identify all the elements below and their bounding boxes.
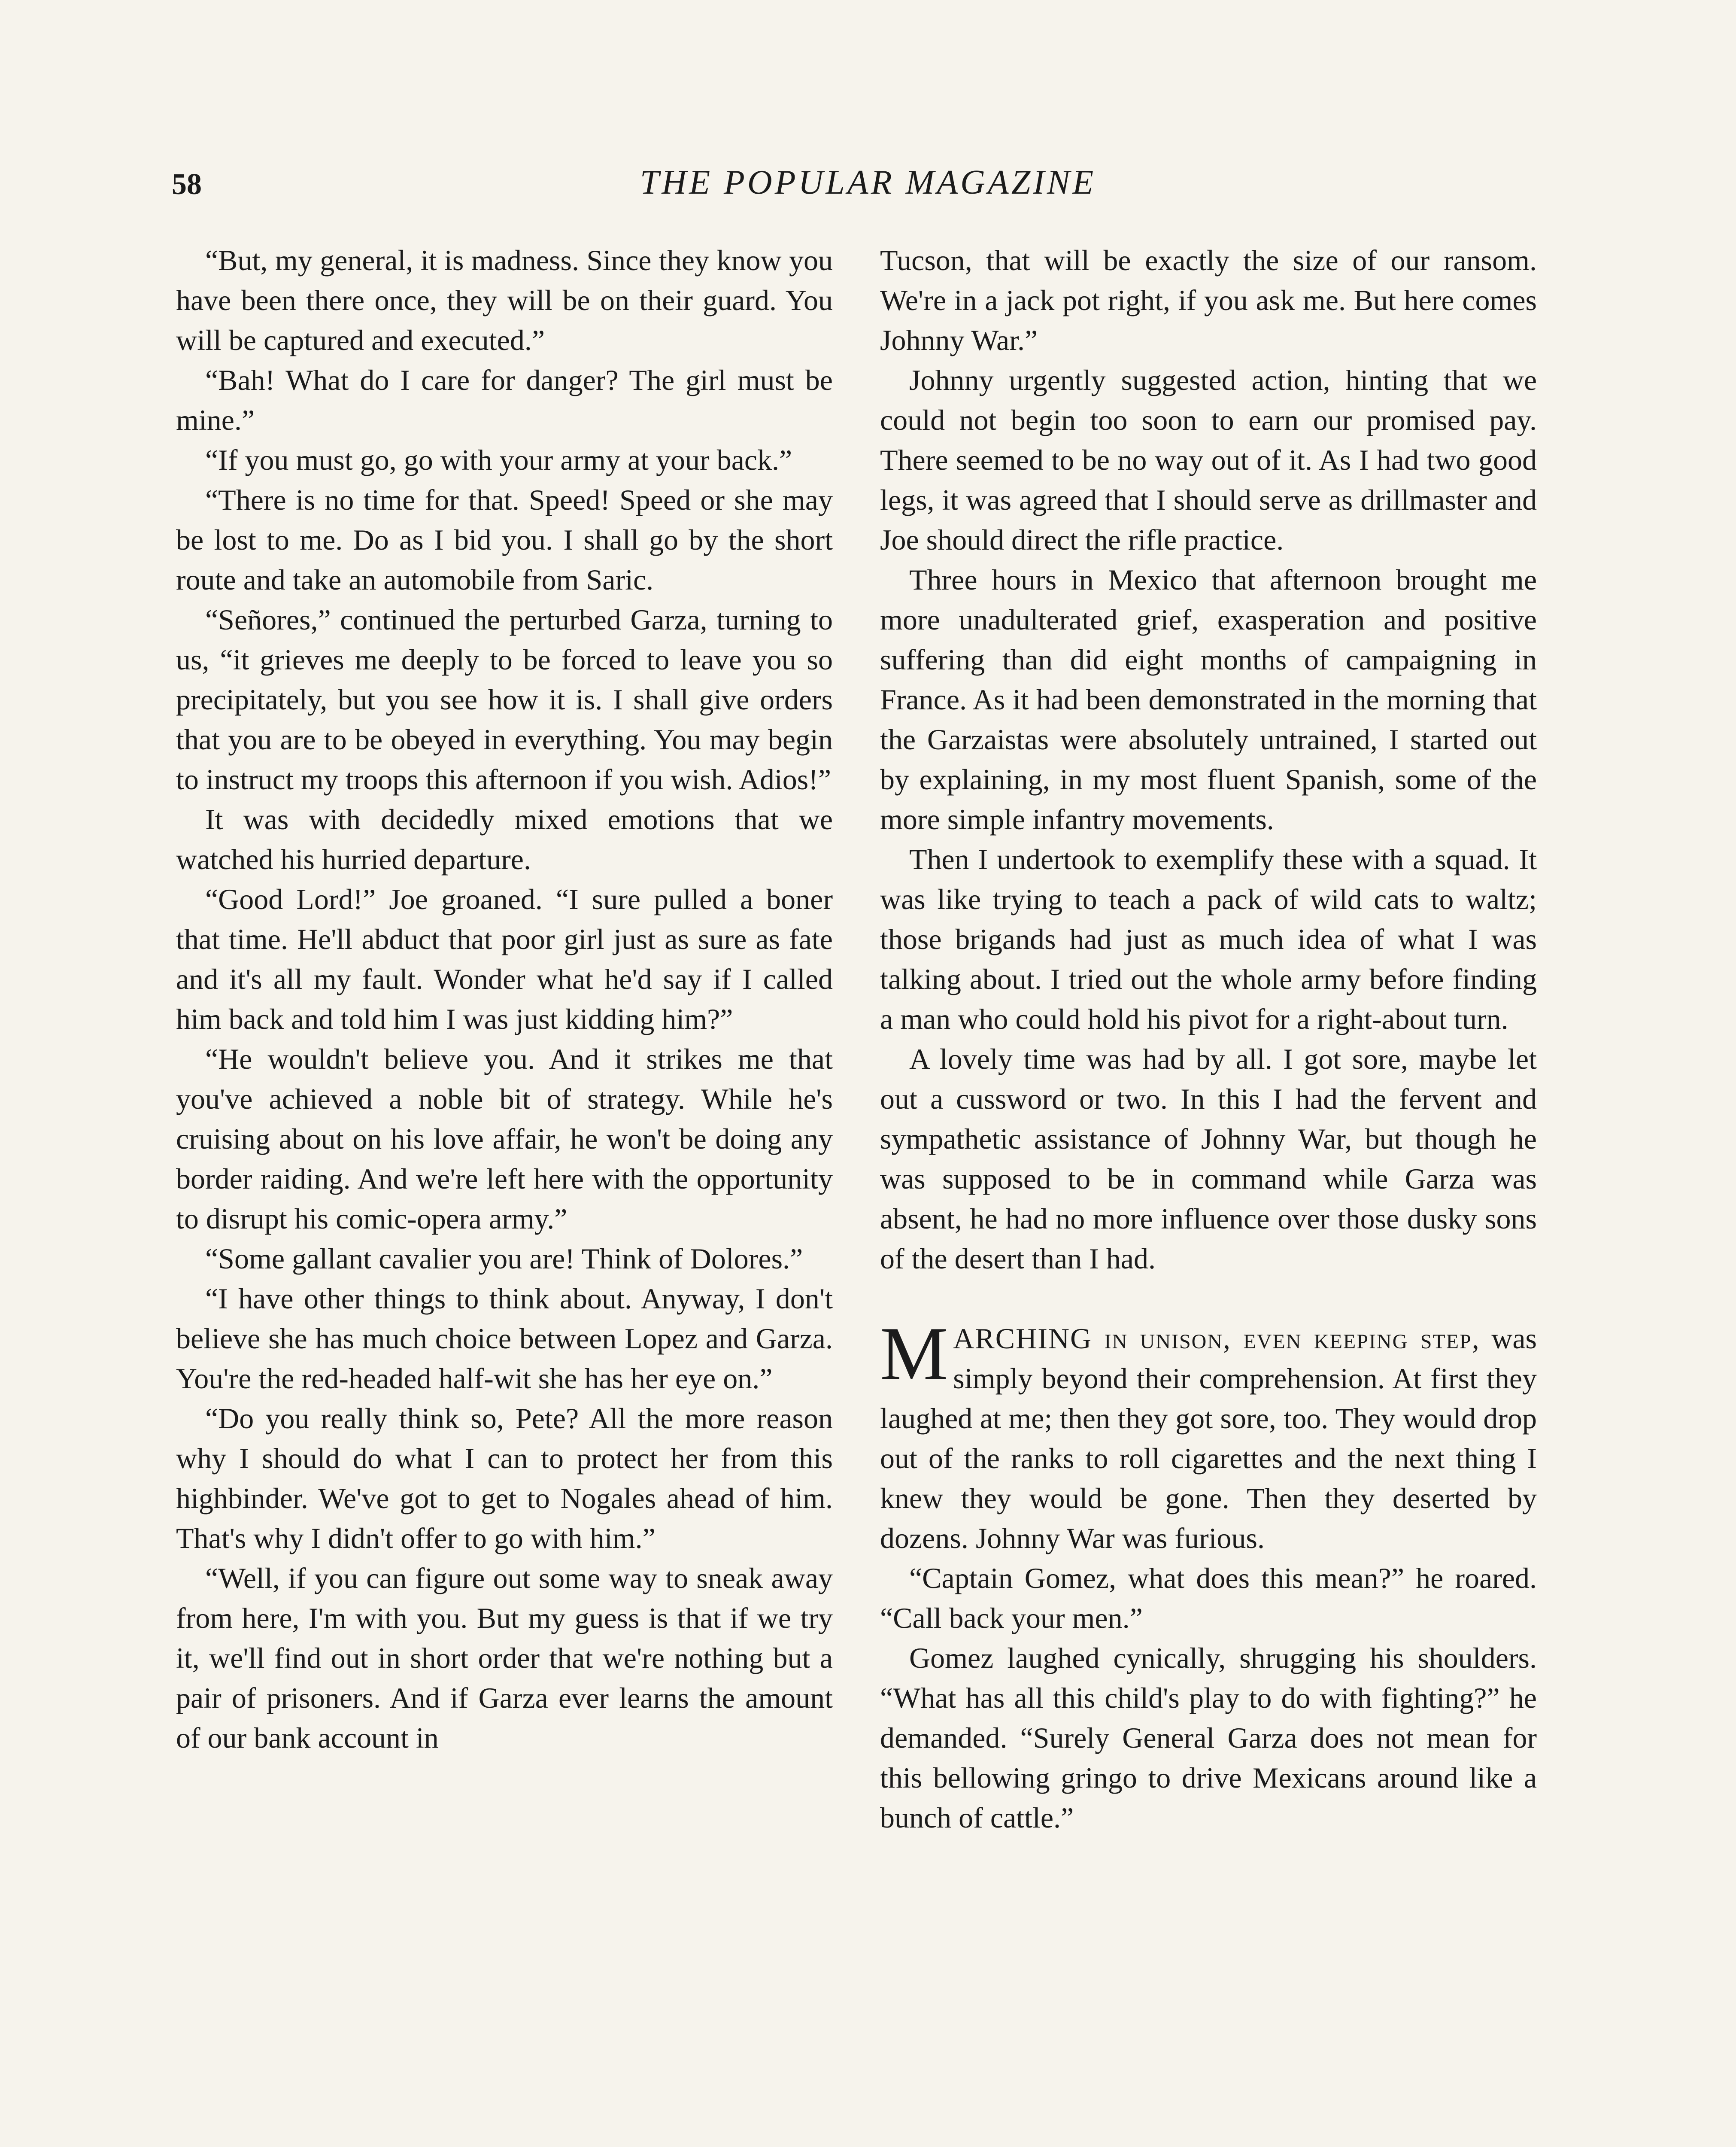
- paragraph: “Some gallant cavalier you are! Think of Dolores.”: [205, 1242, 803, 1275]
- paragraph: It was with decidedly mixed emotions that we watched his hurried departure.: [176, 803, 833, 876]
- running-head: THE POPULAR MAGAZINE: [640, 164, 1096, 201]
- paragraph: Johnny urgently suggested action, hinting that we could not begin too soon to earn our promised pay. There seemed to be no way out of it. As I had two good legs, it was agreed that I should serve as drillmaster and Joe should direct the rifle practice.: [880, 364, 1537, 556]
- left-column: [176, 240, 833, 1758]
- paragraph: “Good Lord!” Joe groaned. “I sure pulled a boner that time. He'll abduct that poor girl just as sure as fate and it's all my fault. Wonder what he'd say if I called him back and told him I was just kidding him?”: [176, 883, 833, 1035]
- section-lead-in: ARCHING in unison, even keeping step,: [953, 1322, 1480, 1355]
- paragraph: “There is no time for that. Speed! Speed or she may be lost to me. Do as I bid you. I shall go by the short route and take an automobile from Saric.: [176, 484, 833, 596]
- paragraph: “Bah! What do I care for danger? The girl must be mine.”: [176, 364, 833, 436]
- paragraph: A lovely time was had by all. I got sore, maybe let out a cussword or two. In this I had the fervent and sympathetic assistance of Johnny War, but though he was supposed to be in command while Garza was absent, he had no more influence over those dusky sons of the desert than I had.: [880, 1043, 1537, 1275]
- drop-cap: M: [880, 1311, 948, 1396]
- paragraph: Gomez laughed cynically, shrugging his shoulders. “What has all this child's play to do with fighting?” he demanded. “Surely General Garza does not mean for this bellowing gringo to drive Mexicans around like a bunch of cattle.”: [880, 1642, 1537, 1834]
- paragraph: “But, my general, it is madness. Since they know you have been there once, they will be on their guard. You will be captured and executed.”: [176, 244, 833, 356]
- section-opening-paragraph: [880, 1311, 1537, 1558]
- paragraph: “I have other things to think about. Anyway, I don't believe she has much choice between Lopez and Garza. You're the red-headed half-wit she has her eye on.”: [176, 1282, 833, 1395]
- paragraph: Then I undertook to exemplify these with a squad. It was like trying to teach a pack of wild cats to waltz; those brigands had just as much idea of what I was talking about. I tried out the whole army before finding a man who could hold his pivot for a right-about turn.: [880, 843, 1537, 1035]
- paragraph: “Do you really think so, Pete? All the more reason why I should do what I can to protect her from this highbinder. We've got to get to Nogales ahead of him. That's why I didn't offer to go with him.”: [176, 1402, 833, 1554]
- paragraph: “If you must go, go with your army at your back.”: [205, 444, 792, 476]
- paragraph: Three hours in Mexico that afternoon brought me more unadulterated grief, exasperation and positive suffering than did eight months of campaigning in France. As it had been demonstrated in the morning that the Garzaistas were absolutely untrained, I started out by explaining, in my most fluent Spanish, some of the more simple infantry movements.: [880, 563, 1537, 836]
- page-number: 58: [172, 168, 202, 201]
- right-column: [880, 240, 1537, 1838]
- page-header: [0, 163, 1736, 215]
- paragraph: “Captain Gomez, what does this mean?” he roared. “Call back your men.”: [880, 1562, 1537, 1634]
- paragraph: “Señores,” continued the perturbed Garza, turning to us, “it grieves me deeply to be forced to leave you so precipitately, but you see how it is. I shall give orders that you are to be obeyed in everything. You may begin to instruct my troops this afternoon if you wish. Adios!”: [176, 603, 833, 796]
- continued-paragraph: Tucson, that will be exactly the size of our ransom. We're in a jack pot right, if you ask me. But here comes Johnny War.”: [880, 244, 1537, 356]
- paragraph: “He wouldn't believe you. And it strikes me that you've achieved a noble bit of strategy. While he's cruising about on his love affair, he won't be doing any border raiding. And we're left here with the opportunity to disrupt his comic-opera army.”: [176, 1043, 833, 1235]
- section-text: was simply beyond their comprehension. At first they laughed at me; then they got sore, too. They would drop out of the ranks to roll cigarettes and the next thing I knew they would be gone. Then they deserted by dozens. Johnny War was furious.: [880, 1322, 1537, 1554]
- paragraph: “Well, if you can figure out some way to sneak away from here, I'm with you. But my guess is that if we try it, we'll find out in short order that we're nothing but a pair of prisoners. And if Garza ever learns the amount of our bank account in: [176, 1562, 833, 1754]
